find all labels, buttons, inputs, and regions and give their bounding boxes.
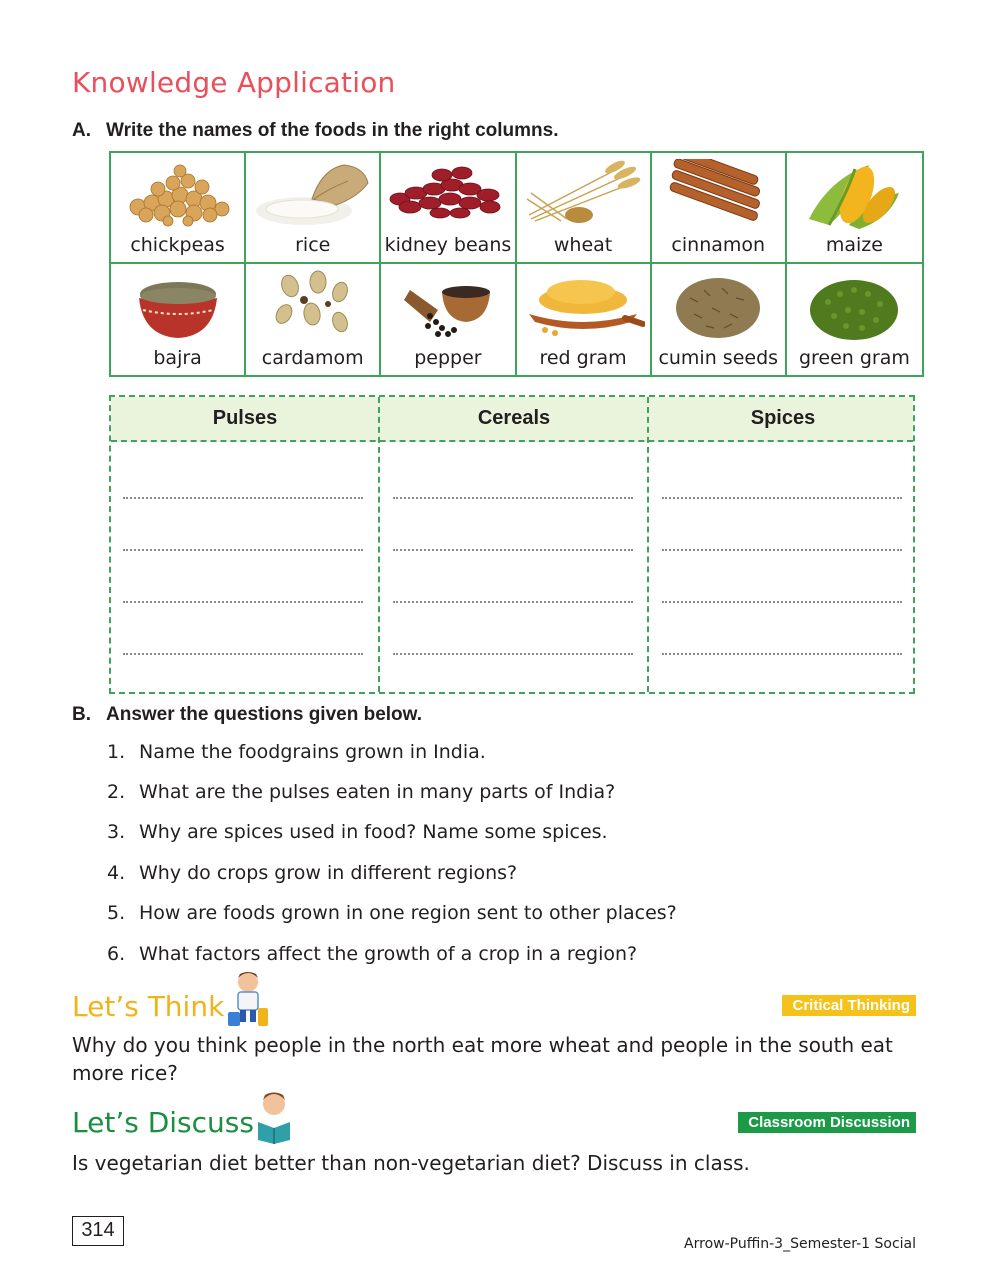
question-text: How are foods grown in one region sent to other places? <box>139 902 677 924</box>
food-label: bajra <box>153 347 202 369</box>
section-title: Knowledge Application <box>72 66 396 99</box>
classroom-discussion-tag: Classroom Discussion <box>738 1112 916 1133</box>
question-text: Why are spices used in food? Name some spices. <box>139 821 608 843</box>
answer-line-pulses[interactable] <box>123 601 363 603</box>
green-gram-image <box>806 270 902 342</box>
column-title-pulses: Pulses <box>212 407 278 429</box>
question-item <box>107 781 615 803</box>
answer-line-spices[interactable] <box>662 653 902 655</box>
food-picture-grid <box>109 151 924 377</box>
lets-discuss-text: Is vegetarian diet better than non-vegetarian diet? Discuss in class. <box>72 1151 750 1175</box>
page-number: 314 <box>72 1216 124 1246</box>
food-label: cardamom <box>261 347 364 369</box>
food-cell-chickpeas <box>111 153 246 264</box>
question-item <box>107 862 517 884</box>
lets-think-title: Let’s Think <box>72 990 225 1023</box>
book-footer: Arrow-Puffin-3_Semester-1 Social <box>684 1236 916 1252</box>
food-label: kidney beans <box>384 234 512 256</box>
red-gram-image <box>521 270 645 340</box>
cinnamon-image <box>662 159 774 229</box>
answer-line-cereals[interactable] <box>393 549 633 551</box>
food-cell-red-gram <box>517 264 652 375</box>
food-label: rice <box>295 234 331 256</box>
cumin-seeds-image <box>672 270 764 340</box>
thinking-boy-icon <box>226 968 272 1028</box>
food-cell-cinnamon <box>652 153 787 264</box>
question-text: Name the foodgrains grown in India. <box>139 741 486 763</box>
question-item <box>107 943 637 965</box>
food-label: cinnamon <box>671 234 766 256</box>
food-label: wheat <box>553 234 613 256</box>
question-item <box>107 741 486 763</box>
food-label: cumin seeds <box>658 347 779 369</box>
answer-line-cereals[interactable] <box>393 497 633 499</box>
pepper-image <box>400 270 496 342</box>
question-number: 6. <box>107 943 126 965</box>
question-number: 2. <box>107 781 126 803</box>
question-number: 1. <box>107 741 126 763</box>
food-label: red gram <box>539 347 627 369</box>
question-text: Why do crops grow in different regions? <box>139 862 518 884</box>
food-cell-bajra <box>111 264 246 375</box>
food-label: green gram <box>798 347 910 369</box>
answer-line-pulses[interactable] <box>123 549 363 551</box>
answer-line-spices[interactable] <box>662 497 902 499</box>
question-number: 3. <box>107 821 126 843</box>
answer-line-spices[interactable] <box>662 549 902 551</box>
answer-line-cereals[interactable] <box>393 653 633 655</box>
food-cell-cumin-seeds <box>652 264 787 375</box>
answer-line-cereals[interactable] <box>393 601 633 603</box>
food-cell-rice <box>246 153 381 264</box>
answer-line-pulses[interactable] <box>123 497 363 499</box>
question-text: What are the pulses eaten in many parts of India? <box>139 781 616 803</box>
wheat-image <box>521 159 645 229</box>
column-divider <box>378 397 380 692</box>
chickpeas-image <box>118 159 238 227</box>
part-b-instruction: Answer the questions given below. <box>106 704 423 725</box>
food-cell-maize <box>787 153 922 264</box>
answer-table-header <box>111 397 913 442</box>
food-cell-pepper <box>381 264 516 375</box>
lets-think-text: Why do you think people in the north eat more wheat and people in the south eat more rice? <box>72 1033 893 1085</box>
answer-table <box>109 395 915 694</box>
question-text: What factors affect the growth of a crop in a region? <box>139 943 638 965</box>
food-cell-cardamom <box>246 264 381 375</box>
food-label: chickpeas <box>130 234 225 256</box>
bajra-bowl-image <box>133 270 223 342</box>
rice-sack-image <box>252 159 374 229</box>
answer-line-spices[interactable] <box>662 601 902 603</box>
part-b-heading <box>72 704 422 726</box>
reading-boy-icon <box>254 1088 294 1144</box>
question-number: 4. <box>107 862 126 884</box>
maize-image <box>799 159 909 231</box>
answer-line-pulses[interactable] <box>123 653 363 655</box>
food-cell-green-gram <box>787 264 922 375</box>
question-item <box>107 902 677 924</box>
food-cell-wheat <box>517 153 652 264</box>
column-title-spices: Spices <box>750 407 816 429</box>
food-label: maize <box>825 234 883 256</box>
part-a-instruction: Write the names of the foods in the right columns. <box>106 120 559 141</box>
question-item <box>107 821 608 843</box>
cardamom-image <box>268 270 358 336</box>
column-divider <box>647 397 649 692</box>
question-number: 5. <box>107 902 126 924</box>
food-cell-kidney-beans <box>381 153 516 264</box>
kidney-beans-image <box>386 159 510 225</box>
lets-discuss-title: Let’s Discuss <box>72 1106 254 1139</box>
part-a-heading <box>72 120 559 142</box>
column-title-cereals: Cereals <box>477 407 551 429</box>
food-label: pepper <box>414 347 482 369</box>
part-b-letter: B. <box>72 704 91 725</box>
critical-thinking-tag: Critical Thinking <box>782 995 916 1016</box>
part-a-letter: A. <box>72 120 91 141</box>
